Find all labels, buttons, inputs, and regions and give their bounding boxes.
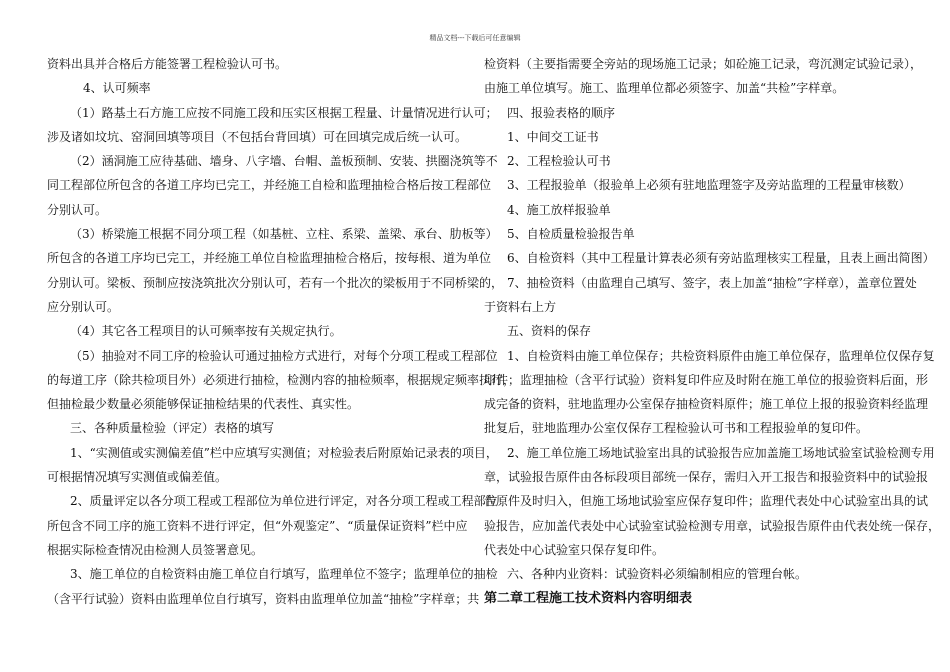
text-line: 可根据情况填写实测值或偏差值。 [47,470,228,485]
text-line: 同工程部位所包含的各道工序均已完工，并经施工自检和监理抽检合格后按工程部位 [47,178,492,193]
text-line: 印件；监理抽检（含平行试验）资料复印件应及时附在施工单位的报验资料后面，形 [484,372,929,387]
text-line: 资料出具并合格后方能签署工程检验认可书。 [47,57,288,71]
text-line: （4）其它各工程项目的认可频率按有关规定执行。 [70,324,342,339]
text-line: 所包含的各道工序均已完工，并经施工单位自检监理抽检合格后，按每根、道为单位 [47,251,492,266]
text-line: 验报告，应加盖代表处中心试验室试验检测专用章，试验报告原件由代表处统一保存， [484,518,941,533]
text-line: 检资料（主要指需要全旁站的现场施工记录；如砼施工记录，弯沉测定试验记录）， [484,57,923,71]
text-line: （2）涵洞施工应待基础、墙身、八字墙、台帽、盖板预制、安装、拱圈浇筑等不 [70,154,498,169]
text-line: （3）桥梁施工根据不同分项工程（如基桩、立柱、系梁、盖梁、承台、肋板等） [70,227,498,242]
text-line: 批复后，驻地监理办公室仅保存工程检验认可书和工程报验单的复印件。 [484,421,869,436]
text-line: 分别认可。 [47,202,108,217]
text-line: 五、资料的保存 [507,324,592,339]
text-line: 5、自检质量检验报告单 [507,227,635,242]
text-line: 但抽检最少数量必须能够保证抽检结果的代表性、真实性。 [47,397,360,412]
text-line: 4、认可频率 [83,81,151,96]
left-column [47,52,516,611]
text-line: 1、自检资料由施工单位保存；共检资料原件由施工单位保存，监理单位仅保存复 [507,348,935,363]
text-line: 成完备的资料，驻地监理办公室保存抽检资料原件；施工单位上报的报验资料经监理 [484,397,929,412]
text-line: 1、中间交工证书 [507,129,599,144]
text-line: 7、抽检资料（由监理自己填写、签字，表上加盖“抽检”字样章），盖章位置处 [507,275,917,290]
text-line: （5）抽验对不同工序的检验认可通过抽检方式进行，对每个分项工程或工程部位 [70,348,498,363]
text-line: 章，试验报告原件由各标段项目部统一保存，需归入开工报告和报验资料中的试验报 [484,470,929,485]
page-header: 精品文档---下载后可任意编辑 [429,34,521,42]
text-line: 六、各种内业资料：试验资料必须编制相应的管理台帐。 [507,567,808,582]
text-line: 由施工单位填写。施工、监理单位都必须签字、加盖“共检”字样章。 [484,81,845,96]
text-line: 涉及诸如坟坑、窑洞回填等项目（不包括台背回填）可在回填完成后统一认可。 [47,129,468,144]
text-line: 四、报验表格的顺序 [507,105,616,120]
text-line: 应分别认可。 [47,299,120,314]
text-line: 告原件及时归入，但施工场地试验室应保存复印件；监理代表处中心试验室出具的试 [484,494,929,509]
text-line: 根据实际检查情况由检测人员签署意见。 [47,542,264,557]
text-line: 2、工程检验认可书 [507,154,611,169]
text-line: 代表处中心试验室只保存复印件。 [484,542,665,557]
text-line: 3、工程报验单（报验单上必须有驻地监理签字及旁站监理的工程量审核数） [507,178,911,193]
text-line: 1、“实测值或实测偏差值”栏中应填写实测值；对检验表后附原始记录表的项目， [70,445,498,460]
text-line: 4、施工放样报验单 [507,202,611,217]
text-line: 2、施工单位施工场地试验室出具的试验报告应加盖施工场地试验室试验检测专用 [507,445,935,460]
text-line: （含平行试验）资料由监理单位自行填写，资料由监理单位加盖“抽检”字样章；共 [47,591,480,606]
text-line: 于资料右上方 [484,299,557,314]
text-line: 3、施工单位的自检资料由施工单位自行填写，监理单位不签字；监理单位的抽检 [70,567,498,582]
right-column [484,52,941,611]
text-line: （1）路基土石方施工应按不同施工段和压实区根据工程量、计量情况进行认可； [70,105,498,120]
text-line: 的每道工序（除共检项目外）必须进行抽检，检测内容的抽检频率，根据规定频率执行， [47,372,516,387]
text-line: 2、质量评定以各分项工程或工程部位为单位进行评定，对各分项工程或工程部位 [70,494,498,509]
text-line: 6、自检资料（其中工程量计算表必须有旁站监理核实工程量，且表上画出简图） [507,251,935,266]
text-line: 三、各种质量检验（评定）表格的填写 [70,421,275,436]
text-line: 分别认可。梁板、预制应按浇筑批次分别认可，若有一个批次的梁板用于不同桥梁的， [47,275,504,290]
chapter-heading: 第二章工程施工技术资料内容明细表 [484,590,693,606]
text-line: 所包含不同工序的施工资料不进行评定，但“外观鉴定”、“质量保证资料”栏中应 [47,518,468,533]
